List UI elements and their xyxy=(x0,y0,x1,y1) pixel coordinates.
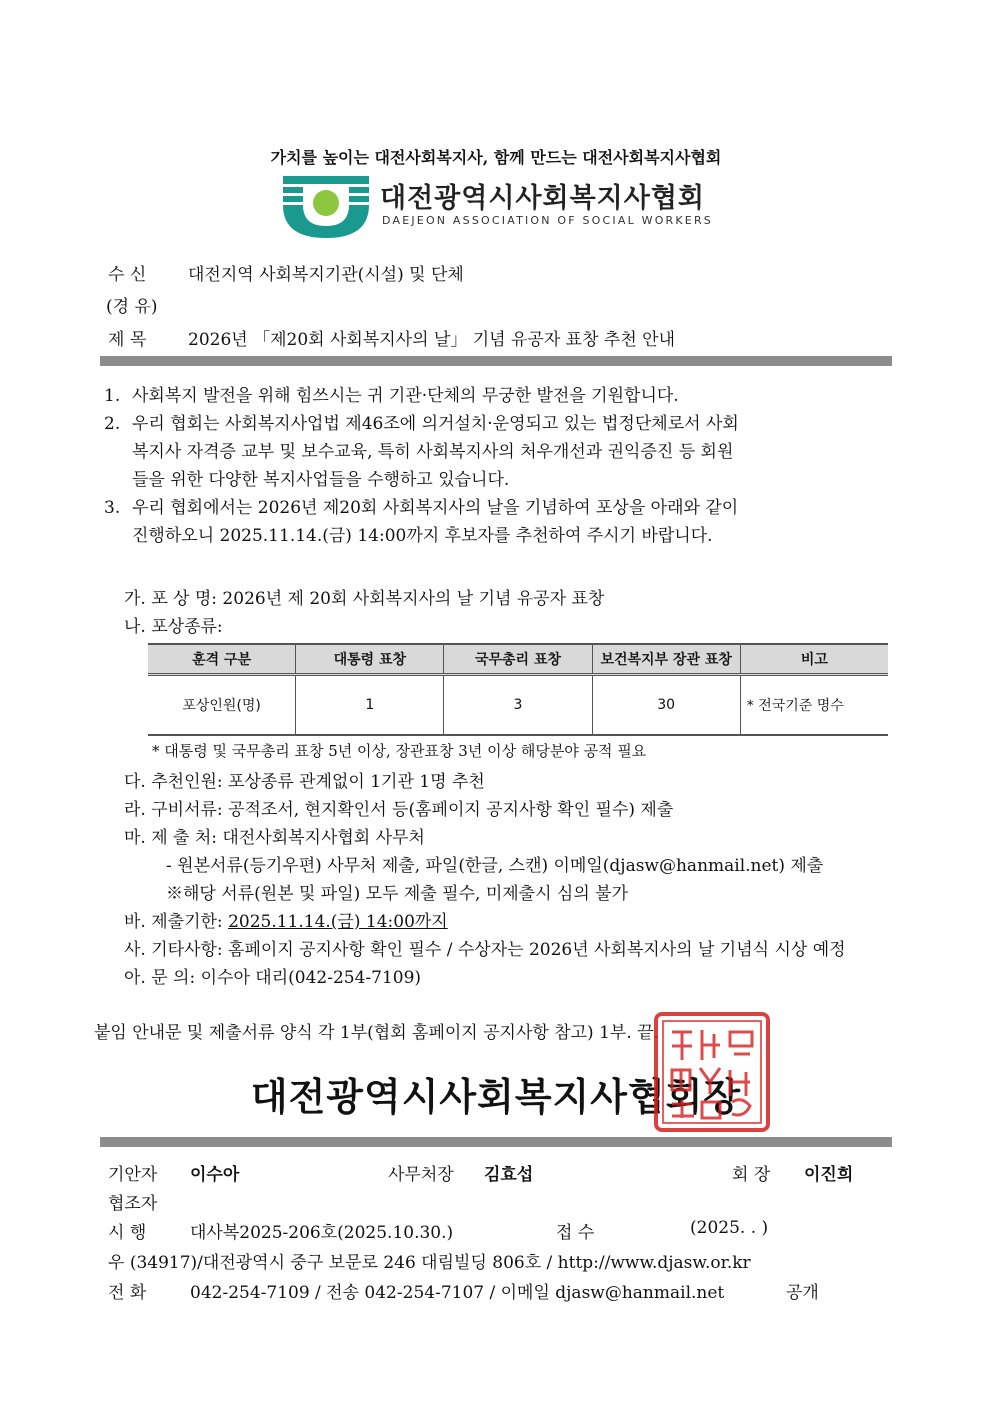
table-cell: 30 xyxy=(592,675,740,736)
item-line: 복지사 자격증 교부 및 보수교육, 특히 사회복지사의 처우개선과 권익증진 등 회원 xyxy=(132,442,734,462)
item-line: 우리 협회에서는 2026년 제20회 사회복지사의 날을 기념하여 포상을 아래와 같이 xyxy=(132,498,739,518)
deadline-row xyxy=(124,907,448,932)
recommend-count: 다. 추천인원: 포상종류 관계없이 1기관 1명 추천 xyxy=(124,772,485,792)
header-divider xyxy=(100,356,892,366)
list-item xyxy=(104,410,896,494)
logo-mark-icon xyxy=(280,176,372,238)
item-text xyxy=(132,494,738,550)
recipient-value: 대전지역 사회복지기관(시설) 및 단체 xyxy=(188,265,464,285)
table-header-cell: 국무총리 표창 xyxy=(444,644,592,675)
enforce-label: 시 행 xyxy=(108,1223,147,1243)
subject-label: 제 목 xyxy=(108,330,147,350)
list-item xyxy=(104,382,896,410)
deadline-value: 2025.11.14.(금) 14:00까지 xyxy=(228,912,448,932)
award-type-label: 나. 포상종류: xyxy=(124,617,223,637)
item-line: 들을 위한 다양한 복지사업들을 수행하고 있습니다. xyxy=(132,470,510,490)
subject-value: 2026년 「제20회 사회복지사의 날」 기념 유공자 표창 추천 안내 xyxy=(188,330,675,350)
table-note: * 대통령 및 국무총리 표창 5년 이상, 장관표창 3년 이상 해당분야 공적 필요 xyxy=(152,742,647,760)
logo-subtitle: DAEJEON ASSOCIATION OF SOCIAL WORKERS xyxy=(382,214,713,227)
award-name: 가. 포 상 명: 2026년 제 20회 사회복지사의 날 기념 유공자 표창 xyxy=(124,589,605,609)
table-header-cell: 대통령 표창 xyxy=(296,644,444,675)
item-line: 우리 협회는 사회복지사업법 제46조에 의거설치·운영되고 있는 법정단체로서 사회 xyxy=(132,414,739,434)
footer-divider xyxy=(100,1137,892,1147)
award-table xyxy=(148,643,888,736)
table-header-cell: 비고 xyxy=(740,644,888,675)
item-text xyxy=(132,410,739,494)
table-cell: 포상인원(명) xyxy=(148,675,296,736)
subject-row xyxy=(108,325,675,350)
recipient-label: 수 신 xyxy=(108,265,147,285)
secretary-label: 사무처장 xyxy=(388,1165,454,1185)
list-item xyxy=(104,494,896,550)
body-items xyxy=(104,382,896,550)
table-cell: 1 xyxy=(296,675,444,736)
receipt-value: (2025. . ) xyxy=(690,1218,769,1238)
president-label: 회 장 xyxy=(732,1165,771,1185)
seal-stamp-icon xyxy=(654,1012,770,1132)
association-logo xyxy=(280,176,720,238)
drafter-label: 기안자 xyxy=(108,1165,158,1185)
item-number: 1. xyxy=(104,386,121,406)
secretary-name: 김효섭 xyxy=(484,1165,534,1185)
required-docs: 라. 구비서류: 공적조서, 현지확인서 등(홈페이지 공지사항 확인 필수) 제출 xyxy=(124,800,674,820)
submit-to: 마. 제 출 처: 대전사회복지사협회 사무처 xyxy=(124,828,425,848)
receipt-label: 접 수 xyxy=(556,1223,595,1243)
item-line: 진행하오니 2025.11.14.(금) 14:00까지 후보자를 추천하여 주시기 바랍니다. xyxy=(132,526,713,546)
slogan: 가치를 높이는 대전사회복지사, 함께 만드는 대전사회복지사협회 xyxy=(270,148,722,167)
submit-sub2: ※해당 서류(원본 및 파일) 모두 제출 필수, 미제출시 심의 불가 xyxy=(166,884,629,904)
enforce-value: 대사복2025-206호(2025.10.30.) xyxy=(190,1223,454,1243)
table-header-row xyxy=(148,644,888,675)
cooperator-label: 협조자 xyxy=(108,1194,158,1214)
item-number: 3. xyxy=(104,498,121,518)
deadline-label: 바. 제출기한: xyxy=(124,912,229,932)
table-row xyxy=(148,675,888,736)
contact: 아. 문 의: 이수아 대리(042-254-7109) xyxy=(124,968,422,988)
submit-sub1: - 원본서류(등기우편) 사무처 제출, 파일(한글, 스캔) 이메일(djasw@hanmail.net) 제출 xyxy=(166,856,824,876)
item-text: 사회복지 발전을 위해 힘쓰시는 귀 기관·단체의 무궁한 발전을 기원합니다. xyxy=(132,386,679,406)
attachment-line: 붙임 안내문 및 제출서류 양식 각 1부(협회 홈페이지 공지사항 참고) 1부. 끝. xyxy=(94,1023,659,1043)
via-label: (경 유) xyxy=(106,297,158,317)
disclosure: 공개 xyxy=(786,1283,819,1303)
table-header-cell: 보건복지부 장관 표창 xyxy=(592,644,740,675)
official-seal xyxy=(654,1012,770,1132)
recipient-row xyxy=(108,260,464,285)
other-notes: 사. 기타사항: 홈페이지 공지사항 확인 필수 / 수상자는 2026년 사회복지사의 날 기념식 시상 예정 xyxy=(124,940,846,960)
president-name: 이진희 xyxy=(804,1165,854,1185)
table-cell: * 전국기준 명수 xyxy=(740,675,888,736)
table-cell: 3 xyxy=(444,675,592,736)
drafter-name: 이수아 xyxy=(190,1165,240,1185)
phone-value: 042-254-7109 / 전송 042-254-7107 / 이메일 djasw@hanmail.net xyxy=(190,1283,725,1303)
logo-title: 대전광역시사회복지사협회 xyxy=(380,183,705,214)
chairperson-title: 대전광역시사회복지사협회장 xyxy=(250,1075,742,1119)
item-number: 2. xyxy=(104,414,121,434)
phone-label: 전 화 xyxy=(108,1283,147,1303)
table-header-cell: 훈격 구분 xyxy=(148,644,296,675)
address: 우 (34917)/대전광역시 중구 보문로 246 대림빌딩 806호 / http://www.djasw.or.kr xyxy=(108,1253,751,1273)
